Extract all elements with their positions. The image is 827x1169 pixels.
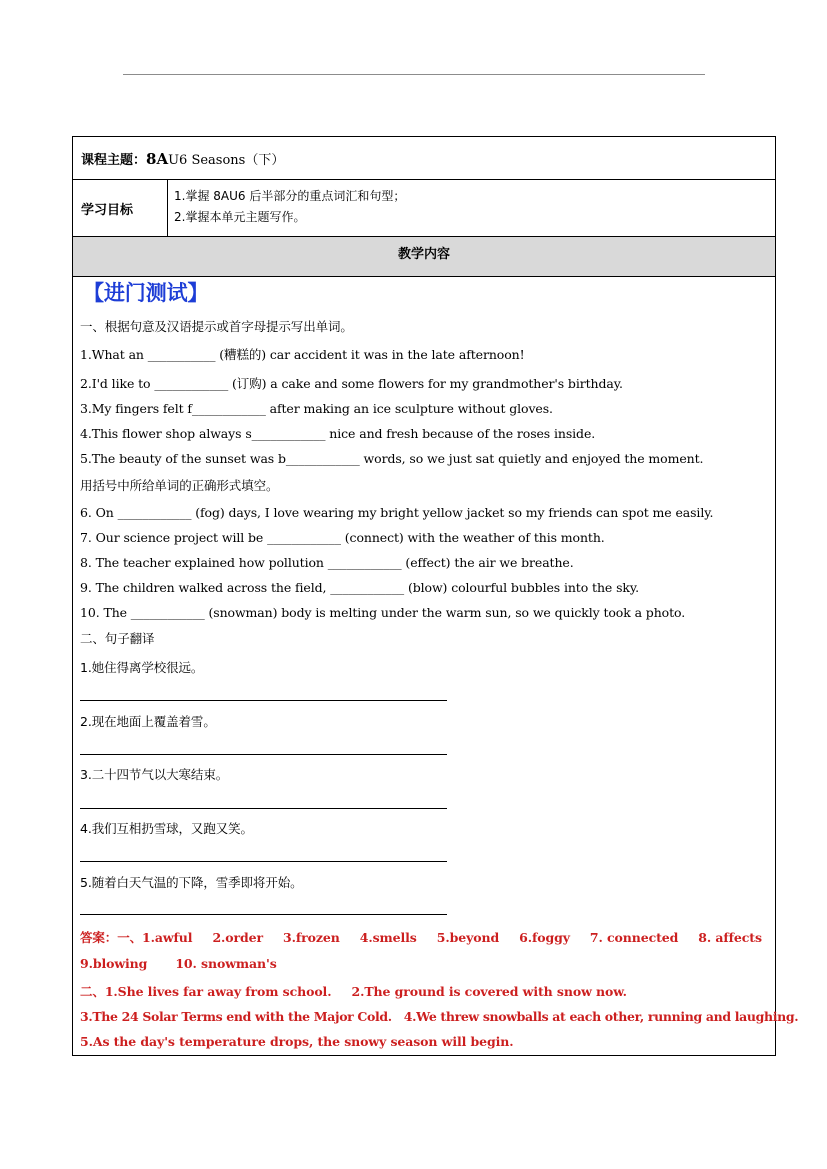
answer-item: 3.frozen xyxy=(283,930,340,945)
answer-item: 5.beyond xyxy=(436,930,500,945)
topic-value xyxy=(146,149,284,168)
answers-line-1 xyxy=(80,928,782,946)
answers-line-5: 5.As the day's temperature drops, the snowy season will begin. xyxy=(80,1034,514,1049)
topic-title: U6 Seasons（下） xyxy=(168,152,285,168)
question-item: 1.What an ___________ (糟糕的) car accident it was in the late afternoon! xyxy=(80,347,525,362)
translation-item: 5.随着白天气温的下降，雪季即将开始。 xyxy=(80,875,303,890)
answer-item: 1.awful xyxy=(142,930,193,945)
answer-line xyxy=(80,754,447,755)
part1-heading: 一、根据句意及汉语提示或首字母提示写出单词。 xyxy=(80,319,353,334)
goal-item: 1.掌握 8AU6 后半部分的重点词汇和句型； xyxy=(174,189,406,203)
topic-code: 8A xyxy=(146,149,169,168)
topic-row xyxy=(73,137,775,180)
answer-line xyxy=(80,700,447,701)
header-rule xyxy=(123,74,705,75)
answers-label: 二、 xyxy=(80,984,105,999)
content-area xyxy=(73,277,799,1055)
question-item: 2.I'd like to ____________ (订购) a cake and some flowers for my grandmother's birthday. xyxy=(80,376,623,391)
question-item: 4.This flower shop always s____________ nice and fresh because of the roses inside. xyxy=(80,426,596,441)
answer-item: 7. connected xyxy=(589,930,679,945)
answer-item: 4.smells xyxy=(359,930,417,945)
answer-item: 4.We threw snowballs at each other, running and laughing. xyxy=(403,1009,799,1024)
part1-subheading: 用括号中所给单词的正确形式填空。 xyxy=(80,478,279,493)
translation-item: 3.二十四节气以大寒结束。 xyxy=(80,767,229,782)
question-item: 5.The beauty of the sunset was b____________ words, so we just sat quietly and enjoyed the moment. xyxy=(80,451,704,466)
goals-row xyxy=(73,180,775,237)
goal-item: 2.掌握本单元主题写作。 xyxy=(174,210,306,224)
translation-item: 2.现在地面上覆盖着雪。 xyxy=(80,714,216,729)
lesson-sheet xyxy=(72,136,799,1056)
answers-line-2 xyxy=(80,956,297,971)
question-item: 8. The teacher explained how pollution ____________ (effect) the air we breathe. xyxy=(80,555,574,570)
answers-line-3 xyxy=(80,982,647,1000)
goals-list xyxy=(168,180,405,236)
entry-test-heading: 【进门测试】 xyxy=(83,281,209,305)
answer-line xyxy=(80,808,447,809)
question-item: 9. The children walked across the field, ____________ (blow) colourful bubbles into the sky. xyxy=(80,580,640,595)
answer-item: 1.She lives far away from school. xyxy=(104,984,332,999)
question-item: 3.My fingers felt f____________ after making an ice sculpture without gloves. xyxy=(80,401,553,416)
answers-label: 答案：一、 xyxy=(80,930,143,945)
question-item: 7. Our science project will be ____________ (connect) with the weather of this month. xyxy=(80,530,605,545)
answer-item: 8. affects xyxy=(698,930,762,945)
question-item: 10. The ____________ (snowman) body is melting under the warm sun, so we quickly took a photo. xyxy=(80,605,686,620)
answer-line xyxy=(80,914,447,915)
answer-line xyxy=(80,861,447,862)
answer-item: 10. snowman's xyxy=(175,956,277,971)
section-title: 教学内容 xyxy=(73,237,775,277)
answer-item: 2.order xyxy=(212,930,264,945)
answer-item: 9.blowing xyxy=(80,956,148,971)
translation-item: 4.我们互相扔雪球，又跑又笑。 xyxy=(80,821,253,836)
answers-line-4 xyxy=(80,1009,798,1024)
answer-item: 2.The ground is covered with snow now. xyxy=(351,984,627,999)
translation-item: 1.她住得离学校很远。 xyxy=(80,660,204,675)
part2-heading: 二、句子翻译 xyxy=(80,631,155,646)
question-item: 6. On ____________ (fog) days, I love wearing my bright yellow jacket so my friends can spot me easily. xyxy=(80,505,714,520)
goals-label: 学习目标 xyxy=(73,180,168,236)
topic-label: 课程主题： xyxy=(81,152,147,168)
answer-item: 6.foggy xyxy=(519,930,570,945)
answer-item: 3.The 24 Solar Terms end with the Major Cold. xyxy=(80,1009,392,1024)
